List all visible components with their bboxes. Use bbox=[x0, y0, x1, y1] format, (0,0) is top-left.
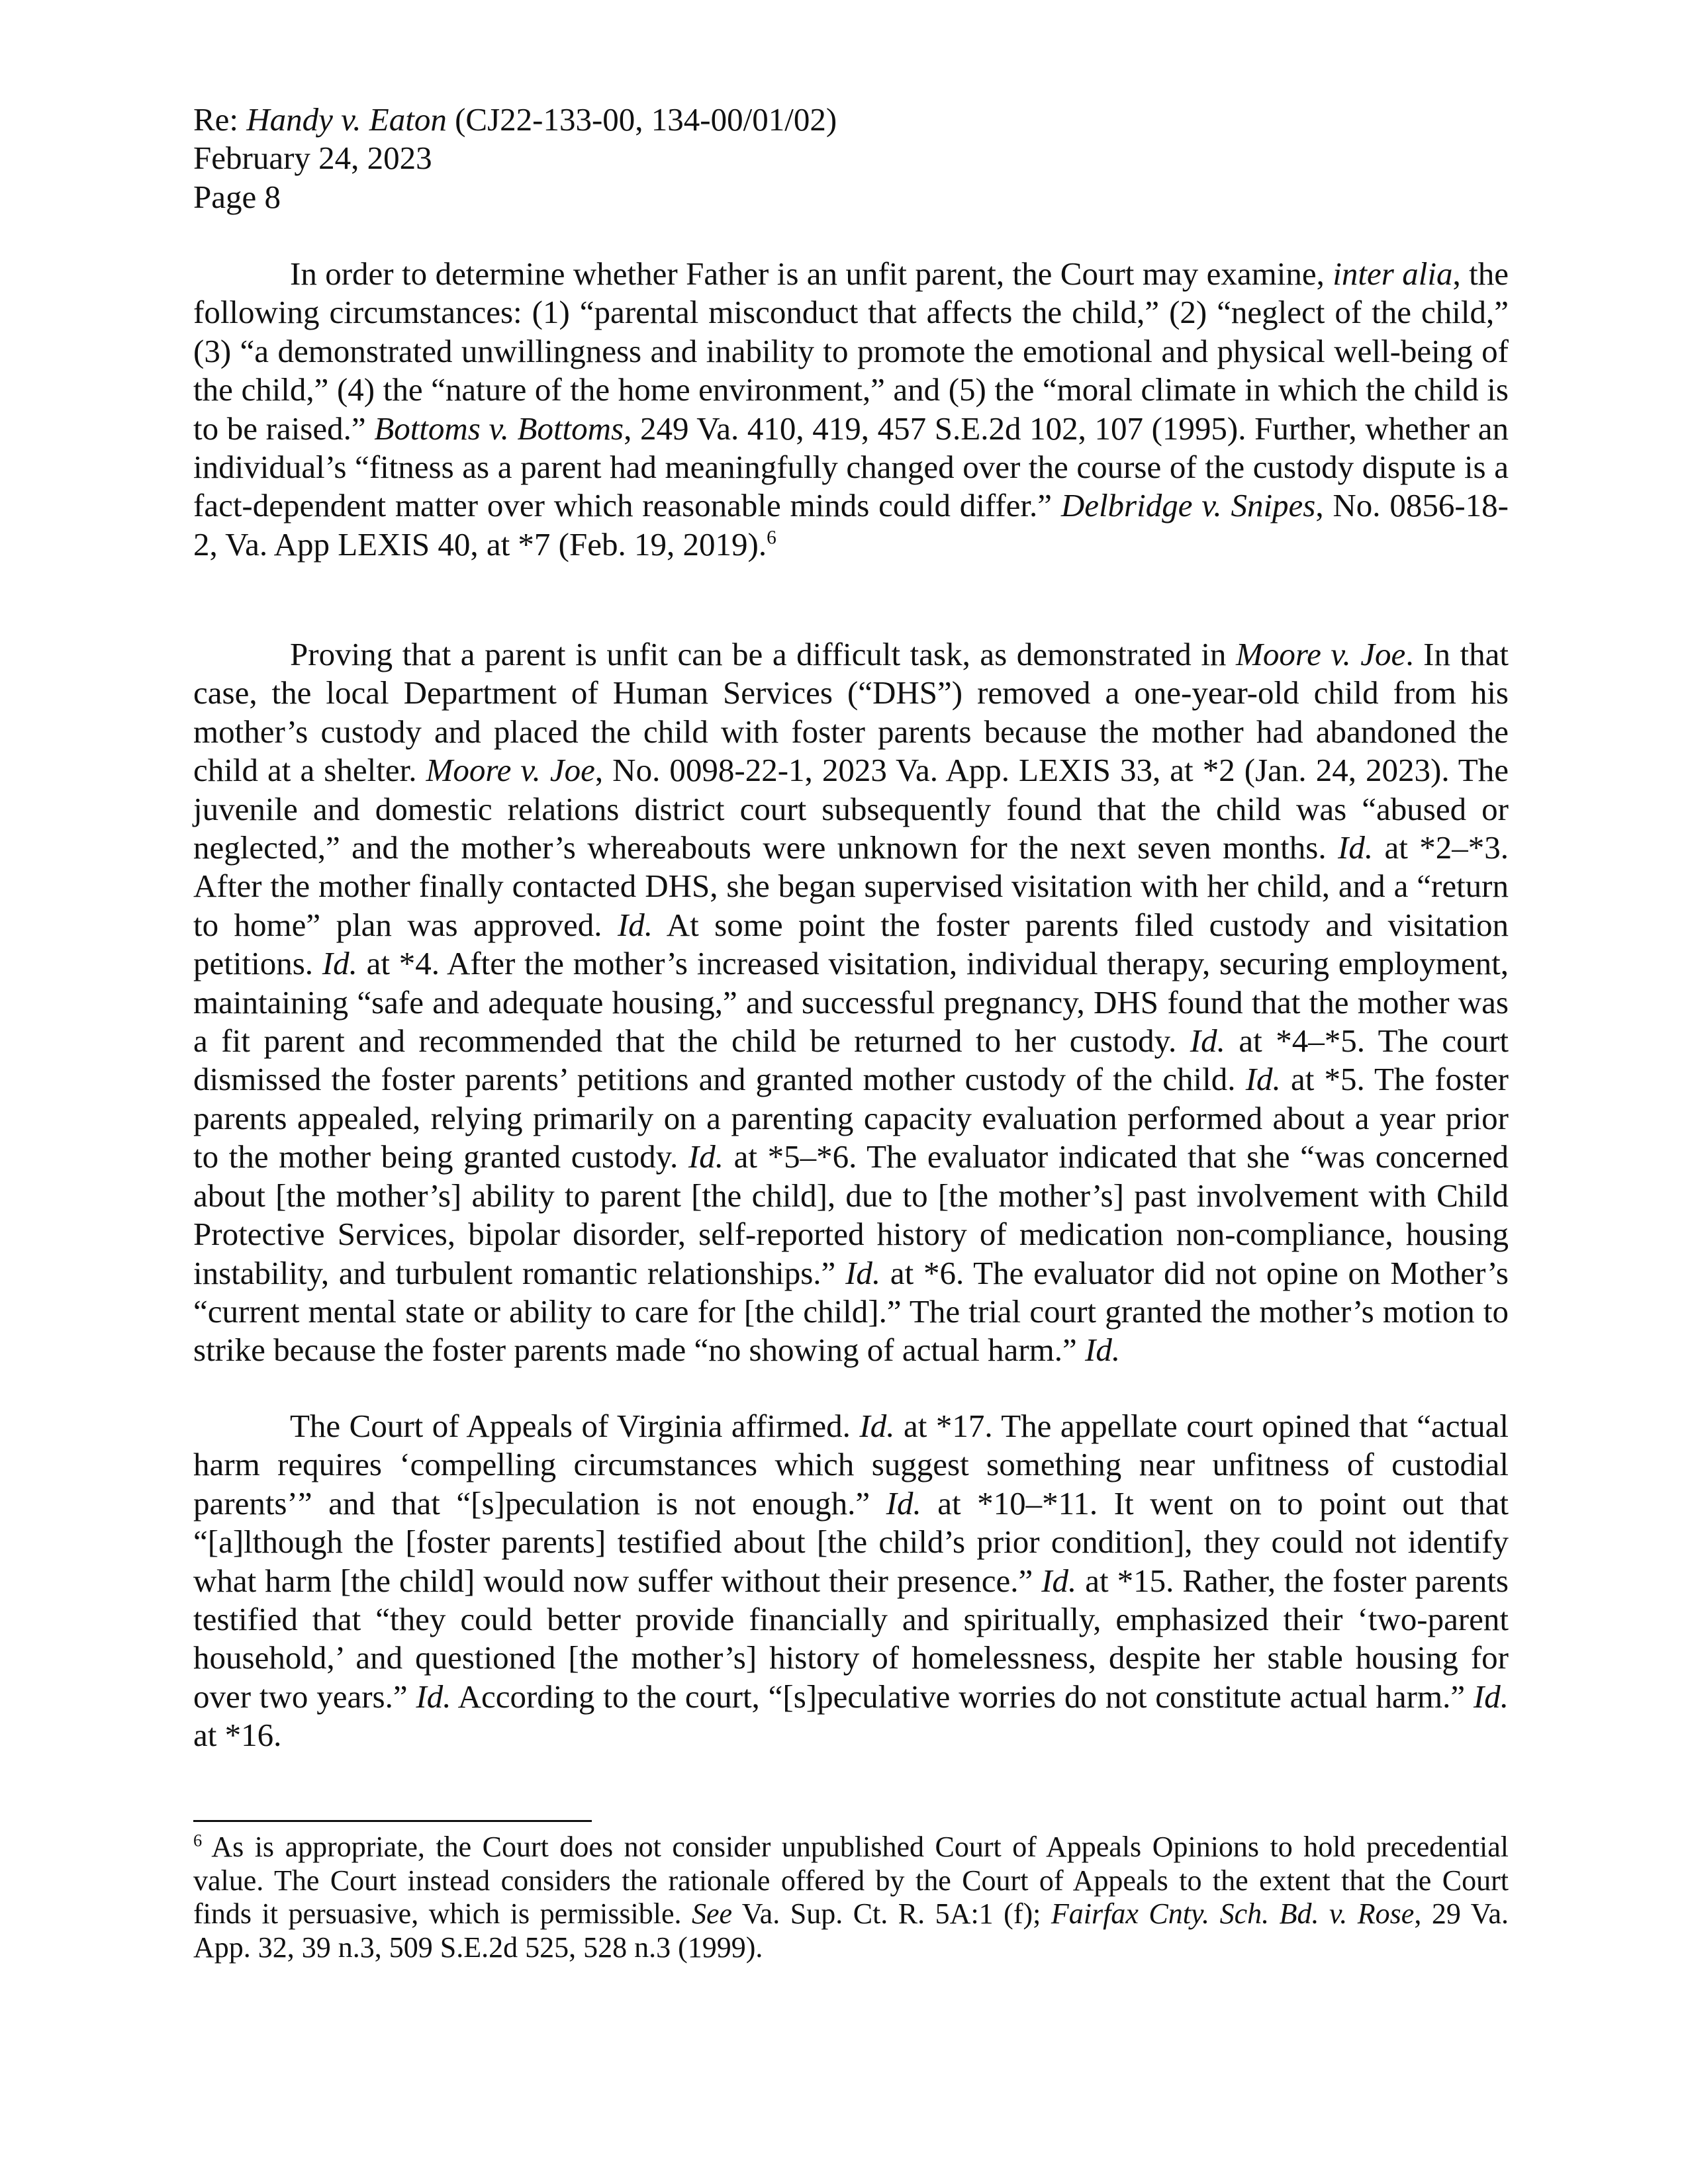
p3-text-6: at *16. bbox=[193, 1717, 282, 1754]
p2-id-2: Id. bbox=[617, 906, 653, 943]
p2-text-4: at *2–*3. After the mother finally contacted DHS, she began supervised visitation with her child, and a “return to home” plan was approved. bbox=[193, 829, 1509, 943]
letter-header bbox=[193, 101, 1517, 216]
footnote-number: 6 bbox=[193, 1830, 203, 1850]
footnote-reference: 6 bbox=[767, 527, 776, 549]
footnote-text-2: Va. Sup. Ct. R. 5A:1 (f); bbox=[732, 1897, 1051, 1930]
p1-citation-delbridge: Delbridge v. Snipes bbox=[1060, 487, 1316, 524]
p2-text-10: at *6. The evaluator did not opine on Mother’s “current mental state or ability to care for [the child].” The trial court granted the mother’s motion to strike because the foster parents made “no showing of actual harm.” bbox=[193, 1254, 1509, 1369]
p1-text-3: , 249 Va. 410, 419, 457 S.E.2d 102, 107 (1995). Further, whether an individual’s “fitness as a parent had meaningfully changed over the course of the custody dispute is a fact-dependent matter over which reasonable minds could differ.” bbox=[193, 410, 1509, 524]
p2-text-9: at *5–*6. The evaluator indicated that she “was concerned about [the mother’s] ability to parent [the child], due to [the mother’s] past involvement with Child Protective Services, bipolar disorder, self-reported history of medication non-compliance, housing instability, and turbulent romantic relationships.” bbox=[193, 1138, 1509, 1291]
p3-text-5: According to the court, “[s]peculative worries do not constitute actual harm.” bbox=[451, 1678, 1474, 1715]
paragraph-moore-v-joe bbox=[193, 635, 1509, 1370]
p3-id-4: Id. bbox=[416, 1678, 451, 1715]
p2-text-2: . In that case, the local Department of Human Services (“DHS”) removed a one-year-old child from his mother’s custody and placed the child with foster parents because the mother had abandoned the child at a shelter. bbox=[193, 636, 1509, 789]
header-date: February 24, 2023 bbox=[193, 140, 432, 177]
footnote-divider bbox=[193, 1820, 592, 1822]
case-name: Handy v. Eaton bbox=[246, 101, 447, 138]
p3-id-3: Id. bbox=[1041, 1562, 1077, 1599]
p1-italic-inter-alia: inter alia bbox=[1333, 255, 1453, 292]
p2-id-7: Id. bbox=[845, 1254, 881, 1291]
p2-text-8: at *5. The foster parents appealed, relying primarily on a parenting capacity evaluation performed about a year prior to the mother being granted custody. bbox=[193, 1061, 1509, 1175]
p2-citation-moore-2: Moore v. Joe bbox=[426, 752, 595, 789]
p2-id-3: Id. bbox=[322, 945, 357, 982]
footnote-text-1: As is appropriate, the Court does not consider unpublished Court of Appeals Opinions to hold precedential value. The Court instead considers the rationale offered by the Court of Appeals to the extent that the Court finds it persuasive, which is permissible. bbox=[193, 1831, 1509, 1930]
footnote-citation-fairfax: Fairfax Cnty. Sch. Bd. v. Rose bbox=[1051, 1897, 1415, 1930]
footnote-text-3: , 29 Va. App. 32, 39 n.3, 509 S.E.2d 525, 528 n.3 (1999). bbox=[193, 1897, 1509, 1964]
p3-id-1: Id. bbox=[859, 1408, 895, 1444]
paragraph-unfit-parent-factors bbox=[193, 255, 1509, 564]
footnote-signal-see: See bbox=[692, 1897, 733, 1930]
case-numbers: (CJ22-133-00, 134-00/01/02) bbox=[446, 101, 837, 138]
footnote-6 bbox=[193, 1831, 1509, 1964]
p1-text-4: , No. 0856-18-2, Va. App LEXIS 40, at *7 (Feb. 19, 2019). bbox=[193, 487, 1509, 563]
p3-id-5: Id. bbox=[1473, 1678, 1509, 1715]
p1-text-1: In order to determine whether Father is an unfit parent, the Court may examine, bbox=[290, 255, 1333, 292]
p2-id-8: Id. bbox=[1085, 1332, 1121, 1369]
page-number: Page 8 bbox=[193, 178, 281, 215]
p3-text-1: The Court of Appeals of Virginia affirmed. bbox=[290, 1408, 860, 1444]
p2-id-1: Id. bbox=[1338, 829, 1374, 866]
p1-citation-bottoms: Bottoms v. Bottoms bbox=[374, 410, 624, 447]
p2-id-5: Id. bbox=[1245, 1061, 1281, 1098]
p2-text-7: at *4–*5. The court dismissed the foster parents’ petitions and granted mother custody of the child. bbox=[193, 1023, 1509, 1098]
p3-text-3: at *10–*11. It went on to point out that “[a]lthough the [foster parents] testified about [the child’s prior condition], they could not identify what harm [the child] would now suffer without their presence.” bbox=[193, 1484, 1509, 1599]
p2-text-3: , No. 0098-22-1, 2023 Va. App. LEXIS 33, at *2 (Jan. 24, 2023). The juvenile and domestic relations district court subsequently found that the child was “abused or neglected,” and the mother’s whereabouts were unknown for the next seven months. bbox=[193, 752, 1509, 866]
re-line bbox=[193, 101, 1517, 139]
p3-text-4: at *15. Rather, the foster parents testified that “they could better provide financially and spiritually, emphasized their ‘two-parent household,’ and questioned [the mother’s] history of homelessness, despite her stable housing for over two years.” bbox=[193, 1562, 1509, 1715]
p2-id-6: Id. bbox=[688, 1138, 724, 1175]
re-prefix: Re: bbox=[193, 101, 247, 138]
p1-text-2: , the following circumstances: (1) “parental misconduct that affects the child,” (2) “neglect of the child,” (3) “a demonstrated unwillingness and inability to promote the emotional and physical well-being of the child,” (4) the “nature of the home environment,” and (5) the “moral climate in which the child is to be raised.” bbox=[193, 255, 1509, 447]
paragraph-court-of-appeals bbox=[193, 1407, 1509, 1755]
p2-text-6: at *4. After the mother’s increased visitation, individual therapy, securing employment, maintaining “safe and adequate housing,” and successful pregnancy, DHS found that the mother was a fit parent and recommended that the child be returned to her custody. bbox=[193, 945, 1509, 1060]
p3-id-2: Id. bbox=[886, 1484, 921, 1522]
p2-text-5: At some point the foster parents filed custody and visitation petitions. bbox=[193, 906, 1509, 982]
p2-text-1: Proving that a parent is unfit can be a difficult task, as demonstrated in bbox=[290, 636, 1236, 672]
p3-text-2: at *17. The appellate court opined that “actual harm requires ‘compelling circumstances which suggest something near unfitness of custodial parents’” and that “[s]peculation is not enough.” bbox=[193, 1408, 1509, 1522]
p2-citation-moore-1: Moore v. Joe bbox=[1236, 636, 1406, 672]
p2-id-4: Id. bbox=[1190, 1023, 1225, 1060]
